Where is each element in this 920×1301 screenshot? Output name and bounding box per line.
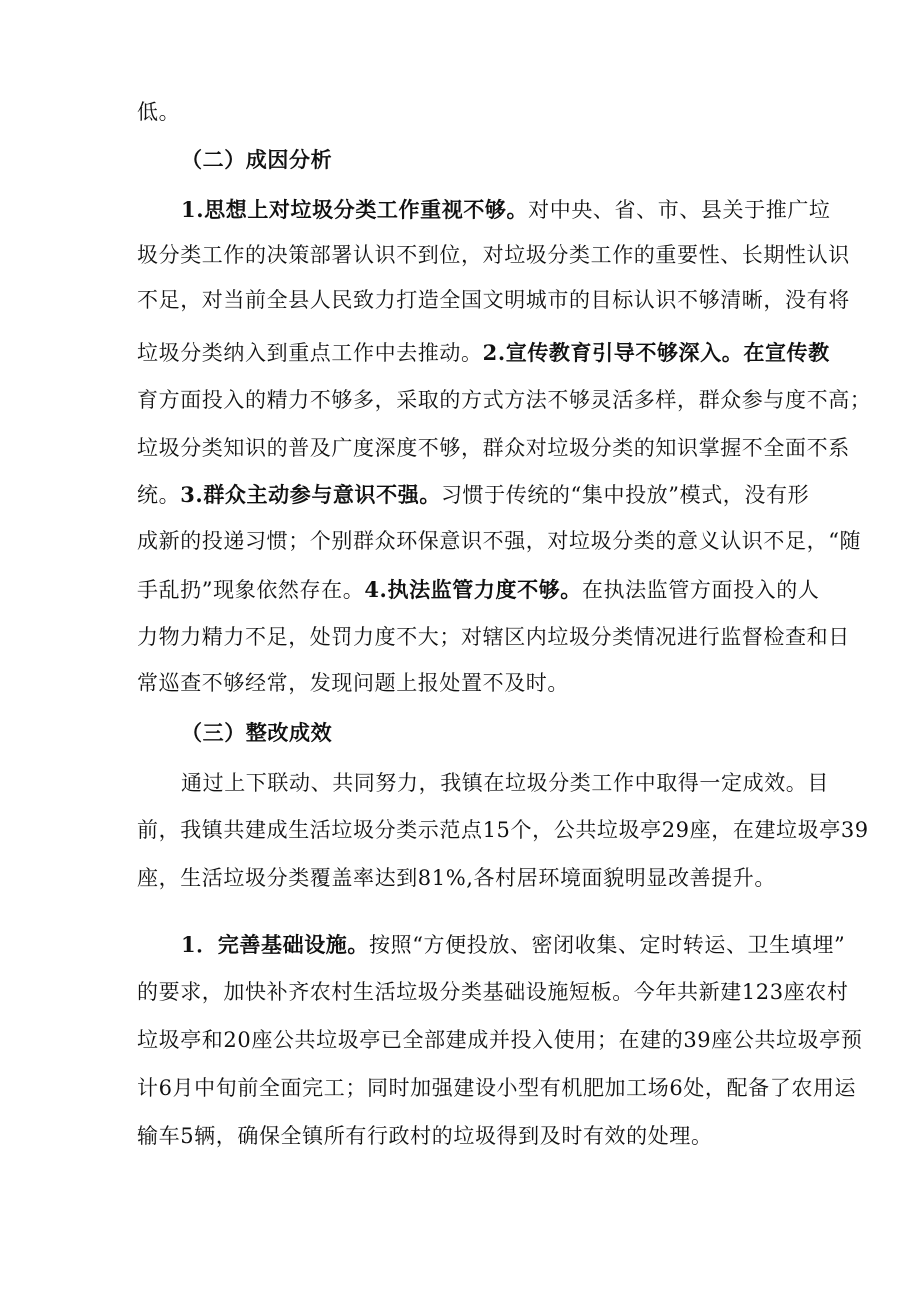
text-run: 垃圾分类纳入到重点工作中去推动。 — [137, 341, 483, 365]
paragraph-line — [137, 977, 849, 1007]
paragraph-line — [137, 285, 850, 315]
paragraph-continuation — [137, 97, 797, 127]
text-run: 通过上下联动、共同努力，我镇在垃圾分类工作中取得一定成效。目 — [181, 771, 829, 795]
text-run: 前，我镇共建成生活垃圾分类示范点15个，公共垃圾亭29座，在建垃圾亭39 — [137, 818, 869, 842]
text-run: 成新的投递习惯；个别群众环保意识不强，对垃圾分类的意义认识不足，“随 — [137, 529, 862, 553]
bold-point-infrastructure: 1．完善基础设施。 — [181, 932, 370, 957]
text-run: 按照“方便投放、密闭收集、定时转运、卫生填埋” — [369, 933, 846, 957]
text-run: 的要求，加快补齐农村生活垃圾分类基础设施短板。今年共新建123座农村 — [137, 980, 849, 1004]
paragraph-line — [137, 433, 850, 463]
paragraph-line — [137, 1025, 863, 1055]
paragraph-line — [137, 240, 850, 270]
bold-point-1: 1.思想上对垃圾分类工作重视不够。 — [181, 197, 529, 222]
paragraph-line — [137, 1073, 857, 1103]
paragraph-line — [137, 385, 872, 415]
text-run: 在宣传教 — [743, 340, 830, 365]
bold-point-4: 4.执法监管力度不够。 — [364, 577, 582, 602]
text-run: 手乱扔”现象依然存在。 — [137, 578, 365, 602]
section-heading-cause-analysis — [181, 145, 797, 175]
paragraph-line — [137, 863, 797, 893]
paragraph-line — [137, 480, 810, 510]
section-heading-rectification-results — [181, 718, 797, 748]
heading-text: （二）成因分析 — [181, 147, 333, 172]
text-run: 习惯于传统的“集中投放”模式，没有形 — [440, 483, 810, 507]
text-run: 在执法监管方面投入的人 — [581, 578, 820, 602]
text-run: 座，生活垃圾分类覆盖率达到81%,各村居环境面貌明显改善提升。 — [137, 866, 776, 890]
paragraph-line — [137, 338, 830, 368]
paragraph-line — [137, 622, 850, 652]
paragraph-line — [181, 930, 846, 960]
paragraph-line — [181, 768, 829, 798]
text-run: 不足，对当前全县人民致力打造全国文明城市的目标认识不够清晰，没有将 — [137, 288, 850, 312]
paragraph-line — [137, 815, 869, 845]
paragraph-line — [181, 195, 831, 225]
paragraph-line — [137, 668, 797, 698]
text-run: 垃圾亭和20座公共垃圾亭已全部建成并投入使用；在建的39座公共垃圾亭预 — [137, 1028, 863, 1052]
text-run: 圾分类工作的决策部署认识不到位，对垃圾分类工作的重要性、长期性认识 — [137, 243, 850, 267]
bold-point-2: 2.宣传教育引导不够深入。 — [482, 340, 744, 365]
paragraph-line — [137, 1121, 797, 1151]
heading-text: （三）整改成效 — [181, 720, 333, 745]
text-run: 统。 — [137, 483, 181, 507]
text-run: 计6月中旬前全面完工；同时加强建设小型有机肥加工场6处，配备了农用运 — [137, 1076, 857, 1100]
text-run: 力物力精力不足，处罚力度不大；对辖区内垃圾分类情况进行监督检查和日 — [137, 625, 850, 649]
paragraph-line — [137, 526, 862, 556]
text-line: 低。 — [137, 100, 181, 124]
paragraph-line — [137, 575, 820, 605]
text-run: 常巡查不够经常，发现问题上报处置不及时。 — [137, 671, 569, 695]
text-run: 对中央、省、市、县关于推广垃 — [528, 198, 831, 222]
text-run: 输车5辆，确保全镇所有行政村的垃圾得到及时有效的处理。 — [137, 1124, 713, 1148]
text-run: 育方面投入的精力不够多，采取的方式方法不够灵活多样，群众参与度不高； — [137, 388, 872, 412]
text-run: 垃圾分类知识的普及广度深度不够，群众对垃圾分类的知识掌握不全面不系 — [137, 436, 850, 460]
bold-point-3: 3.群众主动参与意识不强。 — [180, 482, 441, 507]
